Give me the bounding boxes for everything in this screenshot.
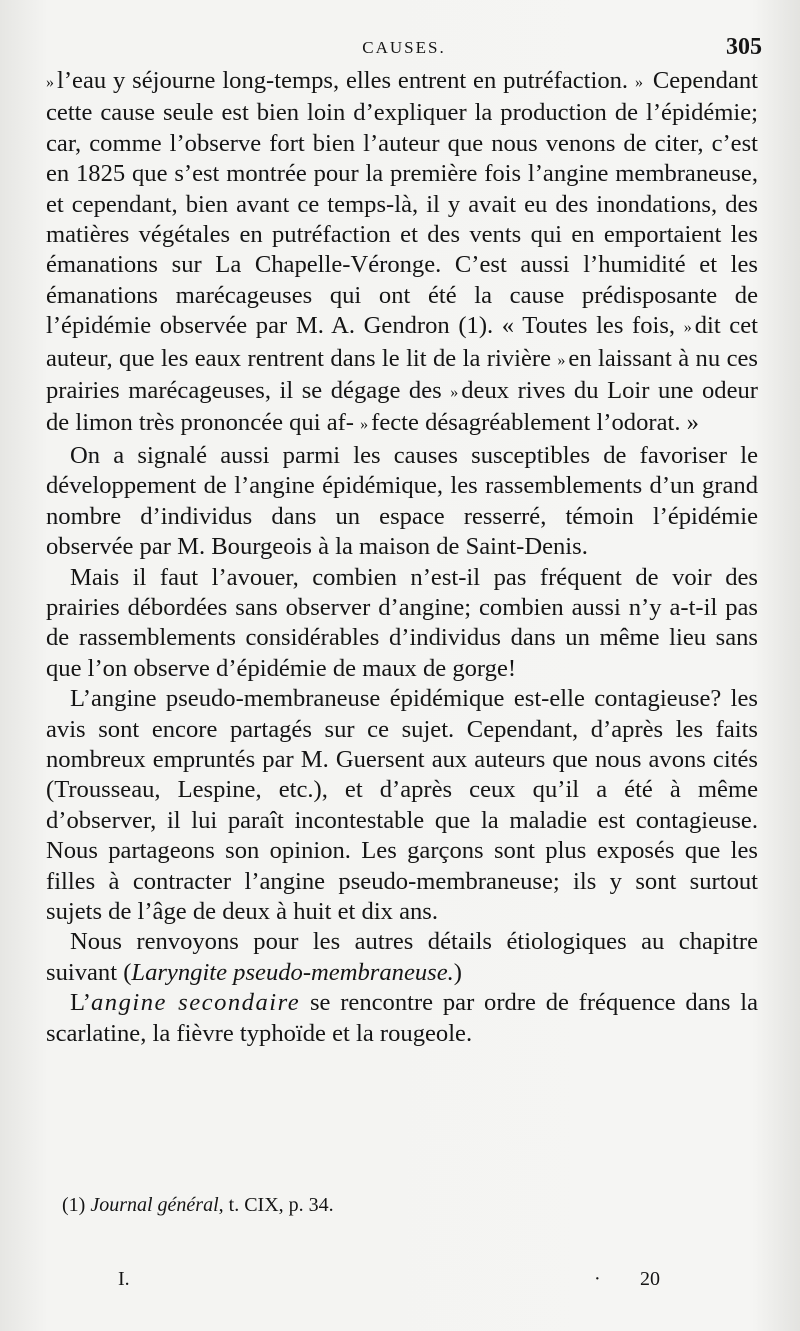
paragraph-text: L’ [70, 989, 91, 1017]
quote-mark: » [634, 74, 643, 91]
page-footer [118, 1268, 660, 1298]
quote-mark: » [46, 74, 54, 91]
paragraph: Mais il faut l’avouer, combien n’est-il pas fréquent de voir des prairies débordées sans observer d’angine; combien aussi n’y a-t-il pas de rassemblements considérables d’individus dans un même lieu sans que l’on observe d’épidémie de maux de gorge! [46, 563, 758, 682]
paragraph: L’angine pseudo-membraneuse épidémique est-elle contagieuse? les avis sont encore partagés sur ce sujet. Cependant, d’après les faits nombreux empruntés par M. Guersent aux auteurs que nous avons cités (Trousseau, Lespine, etc.), et d’après ceux qu’il a été à même d’observer, il lui paraît incontestable que la maladie est contagieuse. Nous partageons son opinion. Les garçons sont plus exposés que les filles à contracter l’angine pseudo-membraneuse; ils y sont surtout sujets de l’âge de deux à huit et dix ans. [46, 685, 758, 925]
paragraph-text: Nous renvoyons pour les autres détails étiologiques au chapitre suivant ( [46, 928, 758, 986]
quote-mark: » [683, 319, 692, 337]
quote-mark: » [360, 416, 369, 434]
page-body [46, 66, 758, 1049]
signature-mark-left: I. [118, 1268, 130, 1290]
running-head: CAUSES. [362, 38, 446, 57]
paragraph-text: se rencontre par ordre de fréquence dans la scarlatine, la fièvre typhoïde et la rougeole. [46, 989, 758, 1047]
signature-dot: · [594, 1268, 601, 1290]
quote-mark: » [557, 351, 566, 369]
footnote-marker: (1) [62, 1194, 86, 1216]
footnote [62, 1192, 752, 1218]
footnote-text: , t. CIX, p. 34. [218, 1194, 334, 1216]
quote-open: « Toutes les fois, [501, 312, 676, 340]
quote-mark: » [450, 384, 459, 402]
paragraph-text: ) [453, 958, 462, 986]
quote-text: deux rives du Loir une odeur de limon très prononcée qui af- [46, 377, 758, 437]
page-number: 305 [726, 34, 762, 60]
quote-text: fecte désagréablement l’odorat. » [371, 409, 699, 437]
italic-reference: Laryngite pseudo-membraneuse. [131, 958, 454, 986]
emphasized-term: angine secondaire [90, 989, 301, 1017]
paragraph-text: Cependant cette cause seule est bien loin d’expliquer la production de l’épidémie; car, comme l’observe fort bien l’auteur que nous venons de citer, c’est en 1825 que s’est montrée pour la première fois l’angine membraneuse, et cependant, bien avant ce temps-là, il y avait eu des inondations, des matières végétales en putréfaction et des vents qui en emportaient les émanations sur La Chapelle-Véronge. C’est aussi l’humidité et les émanations marécageuses qui ont été la cause prédisposante de l’épidémie observée par M. A. Gendron (1). [46, 67, 758, 340]
paragraph-text: l’eau y séjourne long-temps, elles entrent en putréfaction. [57, 67, 629, 94]
signature-mark-right: 20 [640, 1268, 660, 1290]
quote-text: dit cet auteur, que les eaux rentrent dans le lit de la rivière [46, 312, 758, 372]
paragraph [46, 988, 758, 1049]
page-header [46, 34, 762, 64]
footnote-journal: Journal général [90, 1194, 219, 1216]
paragraph: On a signalé aussi parmi les causes susceptibles de favoriser le développement de l’angine épidémique, les rassemblements d’un grand nombre d’individus dans un espace resserré, témoin l’épidémie observée par M. Bourgeois à la maison de Saint-Denis. [46, 441, 758, 561]
paragraph [46, 66, 758, 441]
paragraph [46, 927, 758, 988]
quote-text: en laissant à nu ces prairies marécageuses, il se dégage des [46, 344, 758, 405]
